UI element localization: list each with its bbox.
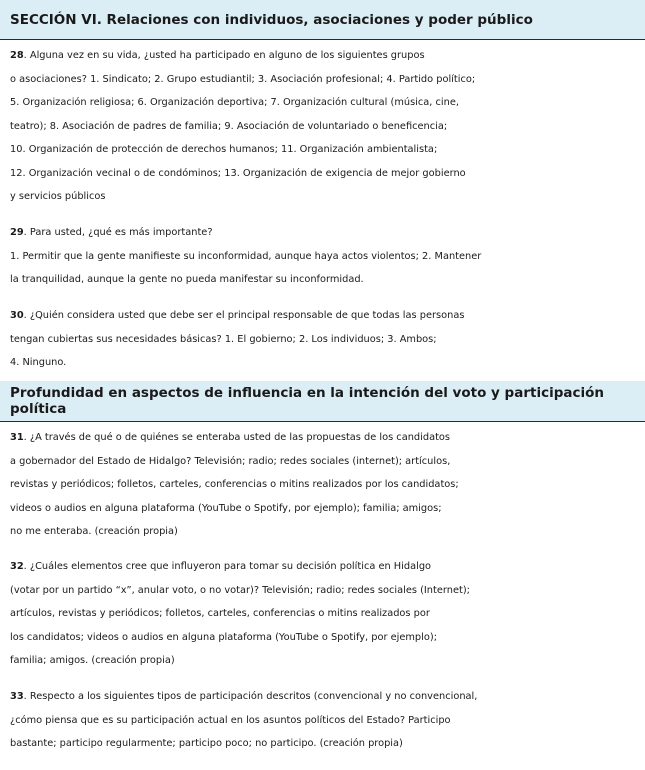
question-33 [10, 685, 640, 756]
question-line: 5. Organización religiosa; 6. Organización deportiva; 7. Organización cultural (música, cine, [10, 97, 459, 108]
question-number: 28 [10, 50, 24, 61]
question-line: (votar por un partido “x”, anular voto, o no votar)? Televisión; radio; redes sociales (Internet); [10, 584, 470, 596]
question-line: 12. Organización vecinal o de condóminos; 13. Organización de exigencia de mejor gobierno [10, 167, 466, 179]
question-line: y servicios públicos [10, 191, 106, 202]
question-number: 33 [10, 691, 24, 702]
question-30 [10, 304, 640, 375]
section-title: SECCIÓN VI. Relaciones con individuos, asociaciones y poder público [10, 11, 533, 28]
question-line: no me enteraba. (creación propia) [10, 526, 178, 537]
question-line: artículos, revistas y periódicos; folletos, carteles, conferencias o mitins realizados por [10, 608, 430, 619]
question-line: 10. Organización de protección de derechos humanos; 11. Organización ambientalista; [10, 144, 438, 155]
question-28 [10, 44, 640, 209]
question-line: 31. ¿A través de qué o de quiénes se enteraba usted de las propuestas de los candidatos [10, 432, 451, 443]
section-header-vi [0, 0, 645, 40]
question-line: la tranquilidad, aunque la gente no pueda manifestar su inconformidad. [10, 274, 364, 285]
question-number: 29 [10, 227, 24, 238]
question-line: 33. Respecto a los siguientes tipos de participación descritos (convencional y no convencional, [10, 691, 478, 702]
question-line: a gobernador del Estado de Hidalgo? Televisión; radio; redes sociales (internet); artículos, [10, 455, 451, 467]
question-line: familia; amigos. (creación propia) [10, 655, 175, 666]
question-number: 32 [10, 561, 24, 572]
question-line: 4. Ninguno. [10, 357, 67, 368]
question-31 [10, 426, 640, 544]
question-line: videos o audios en alguna plataforma (YouTube o Spotify, por ejemplo); familia; amigos; [10, 502, 442, 514]
section-header-influence [0, 381, 645, 422]
question-line: teatro); 8. Asociación de padres de familia; 9. Asociación de voluntariado o beneficencia; [10, 120, 448, 132]
question-32 [10, 555, 640, 673]
question-line: o asociaciones? 1. Sindicato; 2. Grupo estudiantil; 3. Asociación profesional; 4. Partido político; [10, 73, 476, 85]
question-number: 30 [10, 310, 24, 321]
question-line: los candidatos; videos o audios en alguna plataforma (YouTube o Spotify, por ejemplo); [10, 631, 437, 643]
question-line: revistas y periódicos; folletos, carteles, conferencias o mitins realizados por los candidatos; [10, 479, 459, 490]
question-number: 31 [10, 432, 24, 443]
question-29 [10, 221, 640, 292]
question-line: ¿cómo piensa que es su participación actual en los asuntos políticos del Estado? Participo [10, 714, 451, 726]
question-line: 30. ¿Quién considera usted que debe ser el principal responsable de que todas las personas [10, 310, 465, 321]
section-title: Profundidad en aspectos de influencia en la intención del voto y participación política [10, 385, 604, 417]
question-line: 28. Alguna vez en su vida, ¿usted ha participado en alguno de los siguientes grupos [10, 50, 425, 61]
question-line: 29. Para usted, ¿qué es más importante? [10, 227, 213, 238]
question-line: bastante; participo regularmente; participo poco; no participo. (creación propia) [10, 738, 403, 749]
question-line: 32. ¿Cuáles elementos cree que influyeron para tomar su decisión política en Hidalgo [10, 561, 432, 572]
question-line: tengan cubiertas sus necesidades básicas? 1. El gobierno; 2. Los individuos; 3. Ambos; [10, 333, 437, 345]
question-line: 1. Permitir que la gente manifieste su inconformidad, aunque haya actos violentos; 2. Mantener [10, 250, 482, 262]
